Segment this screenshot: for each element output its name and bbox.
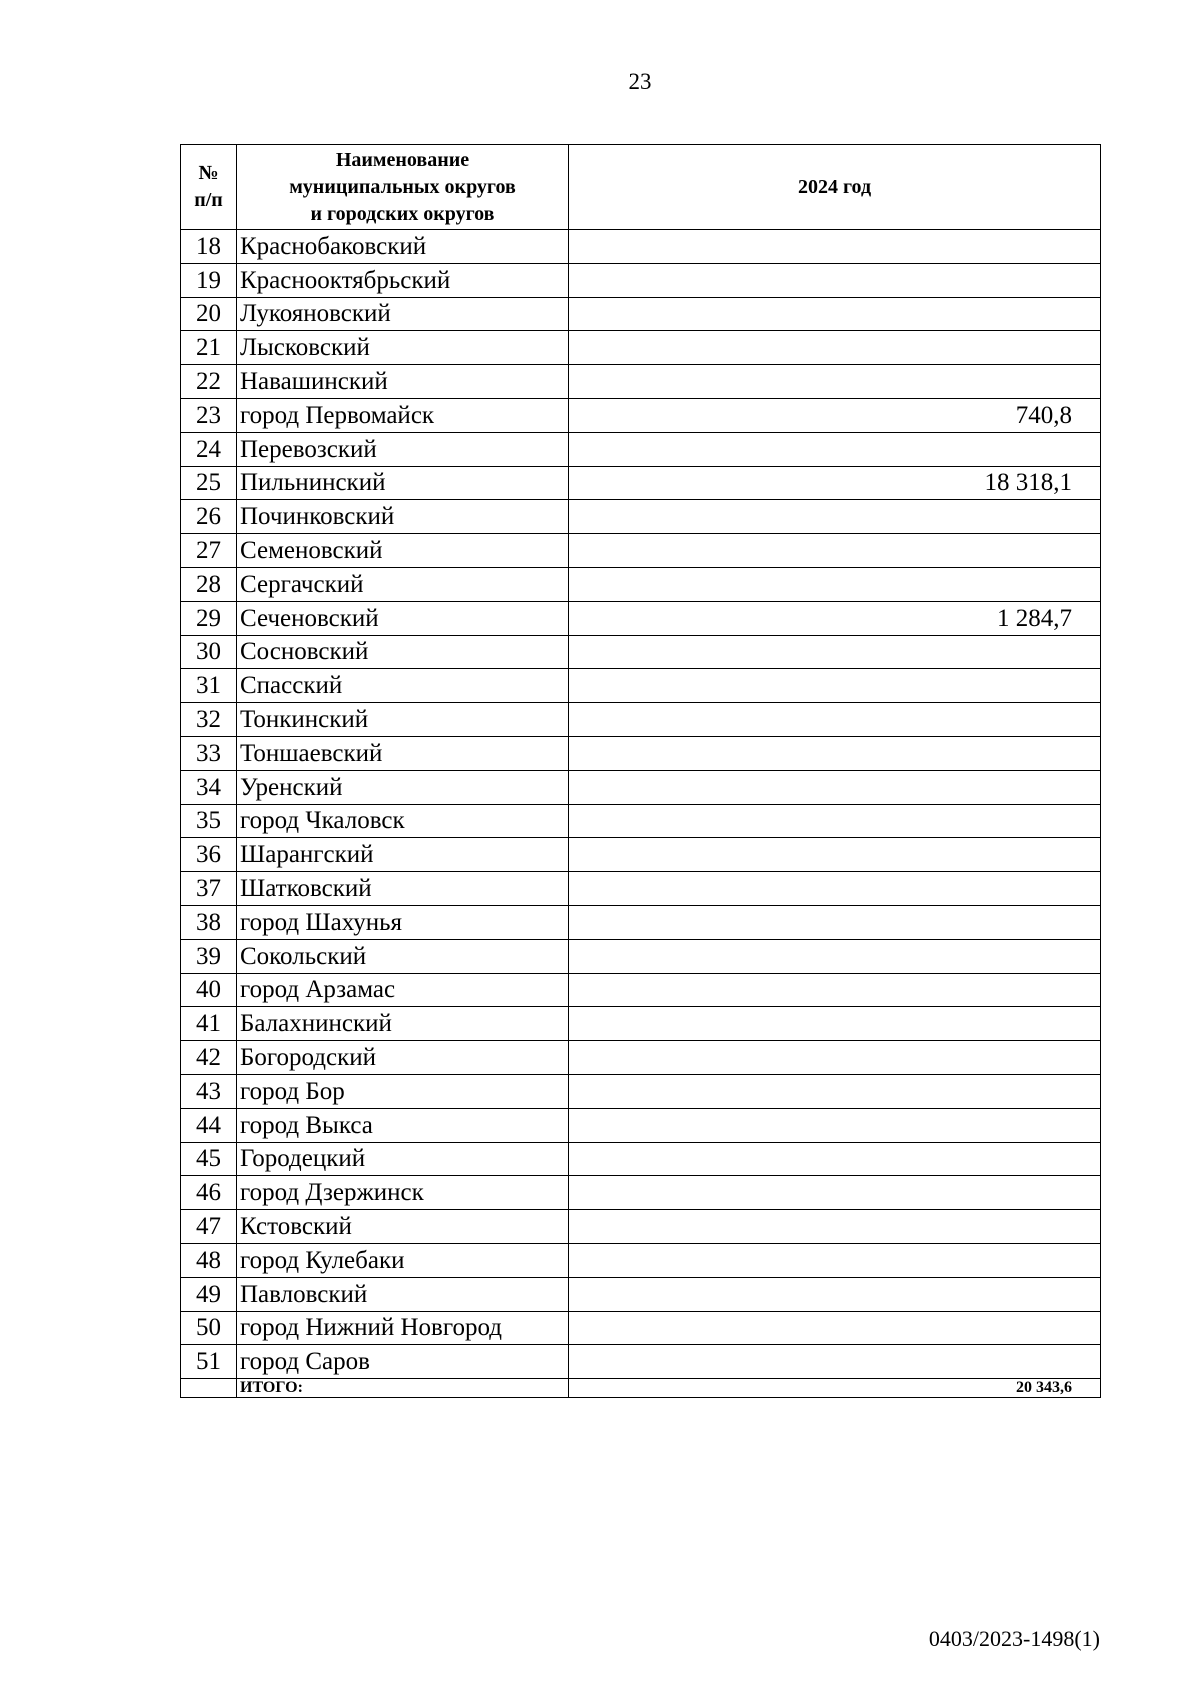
district-name: Тоншаевский (237, 736, 569, 770)
row-number: 51 (181, 1345, 237, 1379)
row-number: 49 (181, 1277, 237, 1311)
row-value (569, 1007, 1101, 1041)
table-row (181, 804, 1101, 838)
row-value (569, 1243, 1101, 1277)
table-row (181, 872, 1101, 906)
row-value (569, 567, 1101, 601)
total-value: 20 343,6 (569, 1379, 1101, 1398)
district-name: город Саров (237, 1345, 569, 1379)
row-value (569, 804, 1101, 838)
district-name: город Шахунья (237, 905, 569, 939)
table-row (181, 1041, 1101, 1075)
total-row (181, 1379, 1101, 1398)
row-number: 29 (181, 601, 237, 635)
table-row (181, 500, 1101, 534)
total-label: ИТОГО: (237, 1379, 569, 1398)
row-value (569, 1277, 1101, 1311)
row-number: 28 (181, 567, 237, 601)
district-name: Шатковский (237, 872, 569, 906)
district-name: город Кулебаки (237, 1243, 569, 1277)
district-name: город Нижний Новгород (237, 1311, 569, 1345)
row-number: 31 (181, 669, 237, 703)
district-name: Балахнинский (237, 1007, 569, 1041)
header-number: № п/п (181, 145, 237, 230)
row-number: 26 (181, 500, 237, 534)
row-number: 18 (181, 230, 237, 264)
row-value (569, 297, 1101, 331)
row-value (569, 635, 1101, 669)
row-value (569, 534, 1101, 568)
district-name: Перевозский (237, 432, 569, 466)
row-number: 38 (181, 905, 237, 939)
table-row (181, 1311, 1101, 1345)
district-name: Павловский (237, 1277, 569, 1311)
district-name: Лысковский (237, 331, 569, 365)
row-number: 30 (181, 635, 237, 669)
district-name: Краснобаковский (237, 230, 569, 264)
district-name: Спасский (237, 669, 569, 703)
row-value (569, 365, 1101, 399)
row-value (569, 1345, 1101, 1379)
row-number: 19 (181, 263, 237, 297)
table-row (181, 466, 1101, 500)
row-number: 42 (181, 1041, 237, 1075)
table-row (181, 601, 1101, 635)
row-number: 35 (181, 804, 237, 838)
table-row (181, 973, 1101, 1007)
table-body (181, 230, 1101, 1379)
allocation-table (180, 144, 1101, 1398)
row-number: 20 (181, 297, 237, 331)
district-name: Починковский (237, 500, 569, 534)
table-row (181, 939, 1101, 973)
table-row (181, 1277, 1101, 1311)
row-number: 34 (181, 770, 237, 804)
row-value (569, 263, 1101, 297)
row-value (569, 230, 1101, 264)
row-value (569, 669, 1101, 703)
table-row (181, 534, 1101, 568)
district-name: Пильнинский (237, 466, 569, 500)
row-value (569, 432, 1101, 466)
district-name: Лукояновский (237, 297, 569, 331)
district-name: Семеновский (237, 534, 569, 568)
row-value (569, 1176, 1101, 1210)
table-row (181, 263, 1101, 297)
row-number: 44 (181, 1108, 237, 1142)
district-name: Шарангский (237, 838, 569, 872)
district-name: Сеченовский (237, 601, 569, 635)
table-row (181, 1176, 1101, 1210)
district-name: Сергачский (237, 567, 569, 601)
row-number: 24 (181, 432, 237, 466)
table-row (181, 703, 1101, 737)
table-header-row (181, 145, 1101, 230)
district-name: Городецкий (237, 1142, 569, 1176)
table-row (181, 905, 1101, 939)
row-value (569, 770, 1101, 804)
row-number: 40 (181, 973, 237, 1007)
row-number: 36 (181, 838, 237, 872)
row-value (569, 1074, 1101, 1108)
district-name: город Чкаловск (237, 804, 569, 838)
table-row (181, 1210, 1101, 1244)
table-row (181, 1345, 1101, 1379)
table-row (181, 297, 1101, 331)
row-number: 47 (181, 1210, 237, 1244)
row-value (569, 872, 1101, 906)
district-name: Сосновский (237, 635, 569, 669)
table-row (181, 770, 1101, 804)
table-row (181, 331, 1101, 365)
page-number: 23 (628, 69, 652, 94)
table-row (181, 736, 1101, 770)
row-value (569, 1142, 1101, 1176)
table-row (181, 669, 1101, 703)
row-number: 37 (181, 872, 237, 906)
table-row (181, 432, 1101, 466)
table-row (181, 230, 1101, 264)
row-number: 46 (181, 1176, 237, 1210)
row-value: 1 284,7 (569, 601, 1101, 635)
row-number: 25 (181, 466, 237, 500)
row-number: 32 (181, 703, 237, 737)
total-number-cell (181, 1379, 237, 1398)
table-row (181, 635, 1101, 669)
header-name: Наименование муниципальных округов и городских округов (237, 145, 569, 230)
row-value (569, 973, 1101, 1007)
row-number: 22 (181, 365, 237, 399)
row-number: 33 (181, 736, 237, 770)
row-number: 21 (181, 331, 237, 365)
row-number: 43 (181, 1074, 237, 1108)
row-value (569, 703, 1101, 737)
table-row (181, 1074, 1101, 1108)
row-value (569, 1041, 1101, 1075)
district-name: Сокольский (237, 939, 569, 973)
table-row (181, 1142, 1101, 1176)
row-value (569, 905, 1101, 939)
row-number: 41 (181, 1007, 237, 1041)
district-name: Тонкинский (237, 703, 569, 737)
row-value (569, 1210, 1101, 1244)
table-row (181, 838, 1101, 872)
row-value: 740,8 (569, 398, 1101, 432)
table-row (181, 1007, 1101, 1041)
row-value (569, 331, 1101, 365)
row-number: 39 (181, 939, 237, 973)
row-number: 48 (181, 1243, 237, 1277)
district-name: Навашинский (237, 365, 569, 399)
row-value (569, 1108, 1101, 1142)
district-name: Уренский (237, 770, 569, 804)
district-name: город Дзержинск (237, 1176, 569, 1210)
district-name: город Бор (237, 1074, 569, 1108)
row-number: 45 (181, 1142, 237, 1176)
district-name: город Арзамас (237, 973, 569, 1007)
row-value (569, 838, 1101, 872)
table-row (181, 1108, 1101, 1142)
district-name: Кстовский (237, 1210, 569, 1244)
header-year: 2024 год (569, 145, 1101, 230)
row-number: 50 (181, 1311, 237, 1345)
district-name: город Выкса (237, 1108, 569, 1142)
table-row (181, 398, 1101, 432)
row-value (569, 736, 1101, 770)
row-number: 23 (181, 398, 237, 432)
row-value: 18 318,1 (569, 466, 1101, 500)
row-value (569, 500, 1101, 534)
row-value (569, 1311, 1101, 1345)
row-value (569, 939, 1101, 973)
district-name: Краснооктябрьский (237, 263, 569, 297)
district-name: Богородский (237, 1041, 569, 1075)
table-row (181, 567, 1101, 601)
district-name: город Первомайск (237, 398, 569, 432)
document-code: 0403/2023-1498(1) (928, 1626, 1100, 1651)
table-row (181, 365, 1101, 399)
table-row (181, 1243, 1101, 1277)
row-number: 27 (181, 534, 237, 568)
